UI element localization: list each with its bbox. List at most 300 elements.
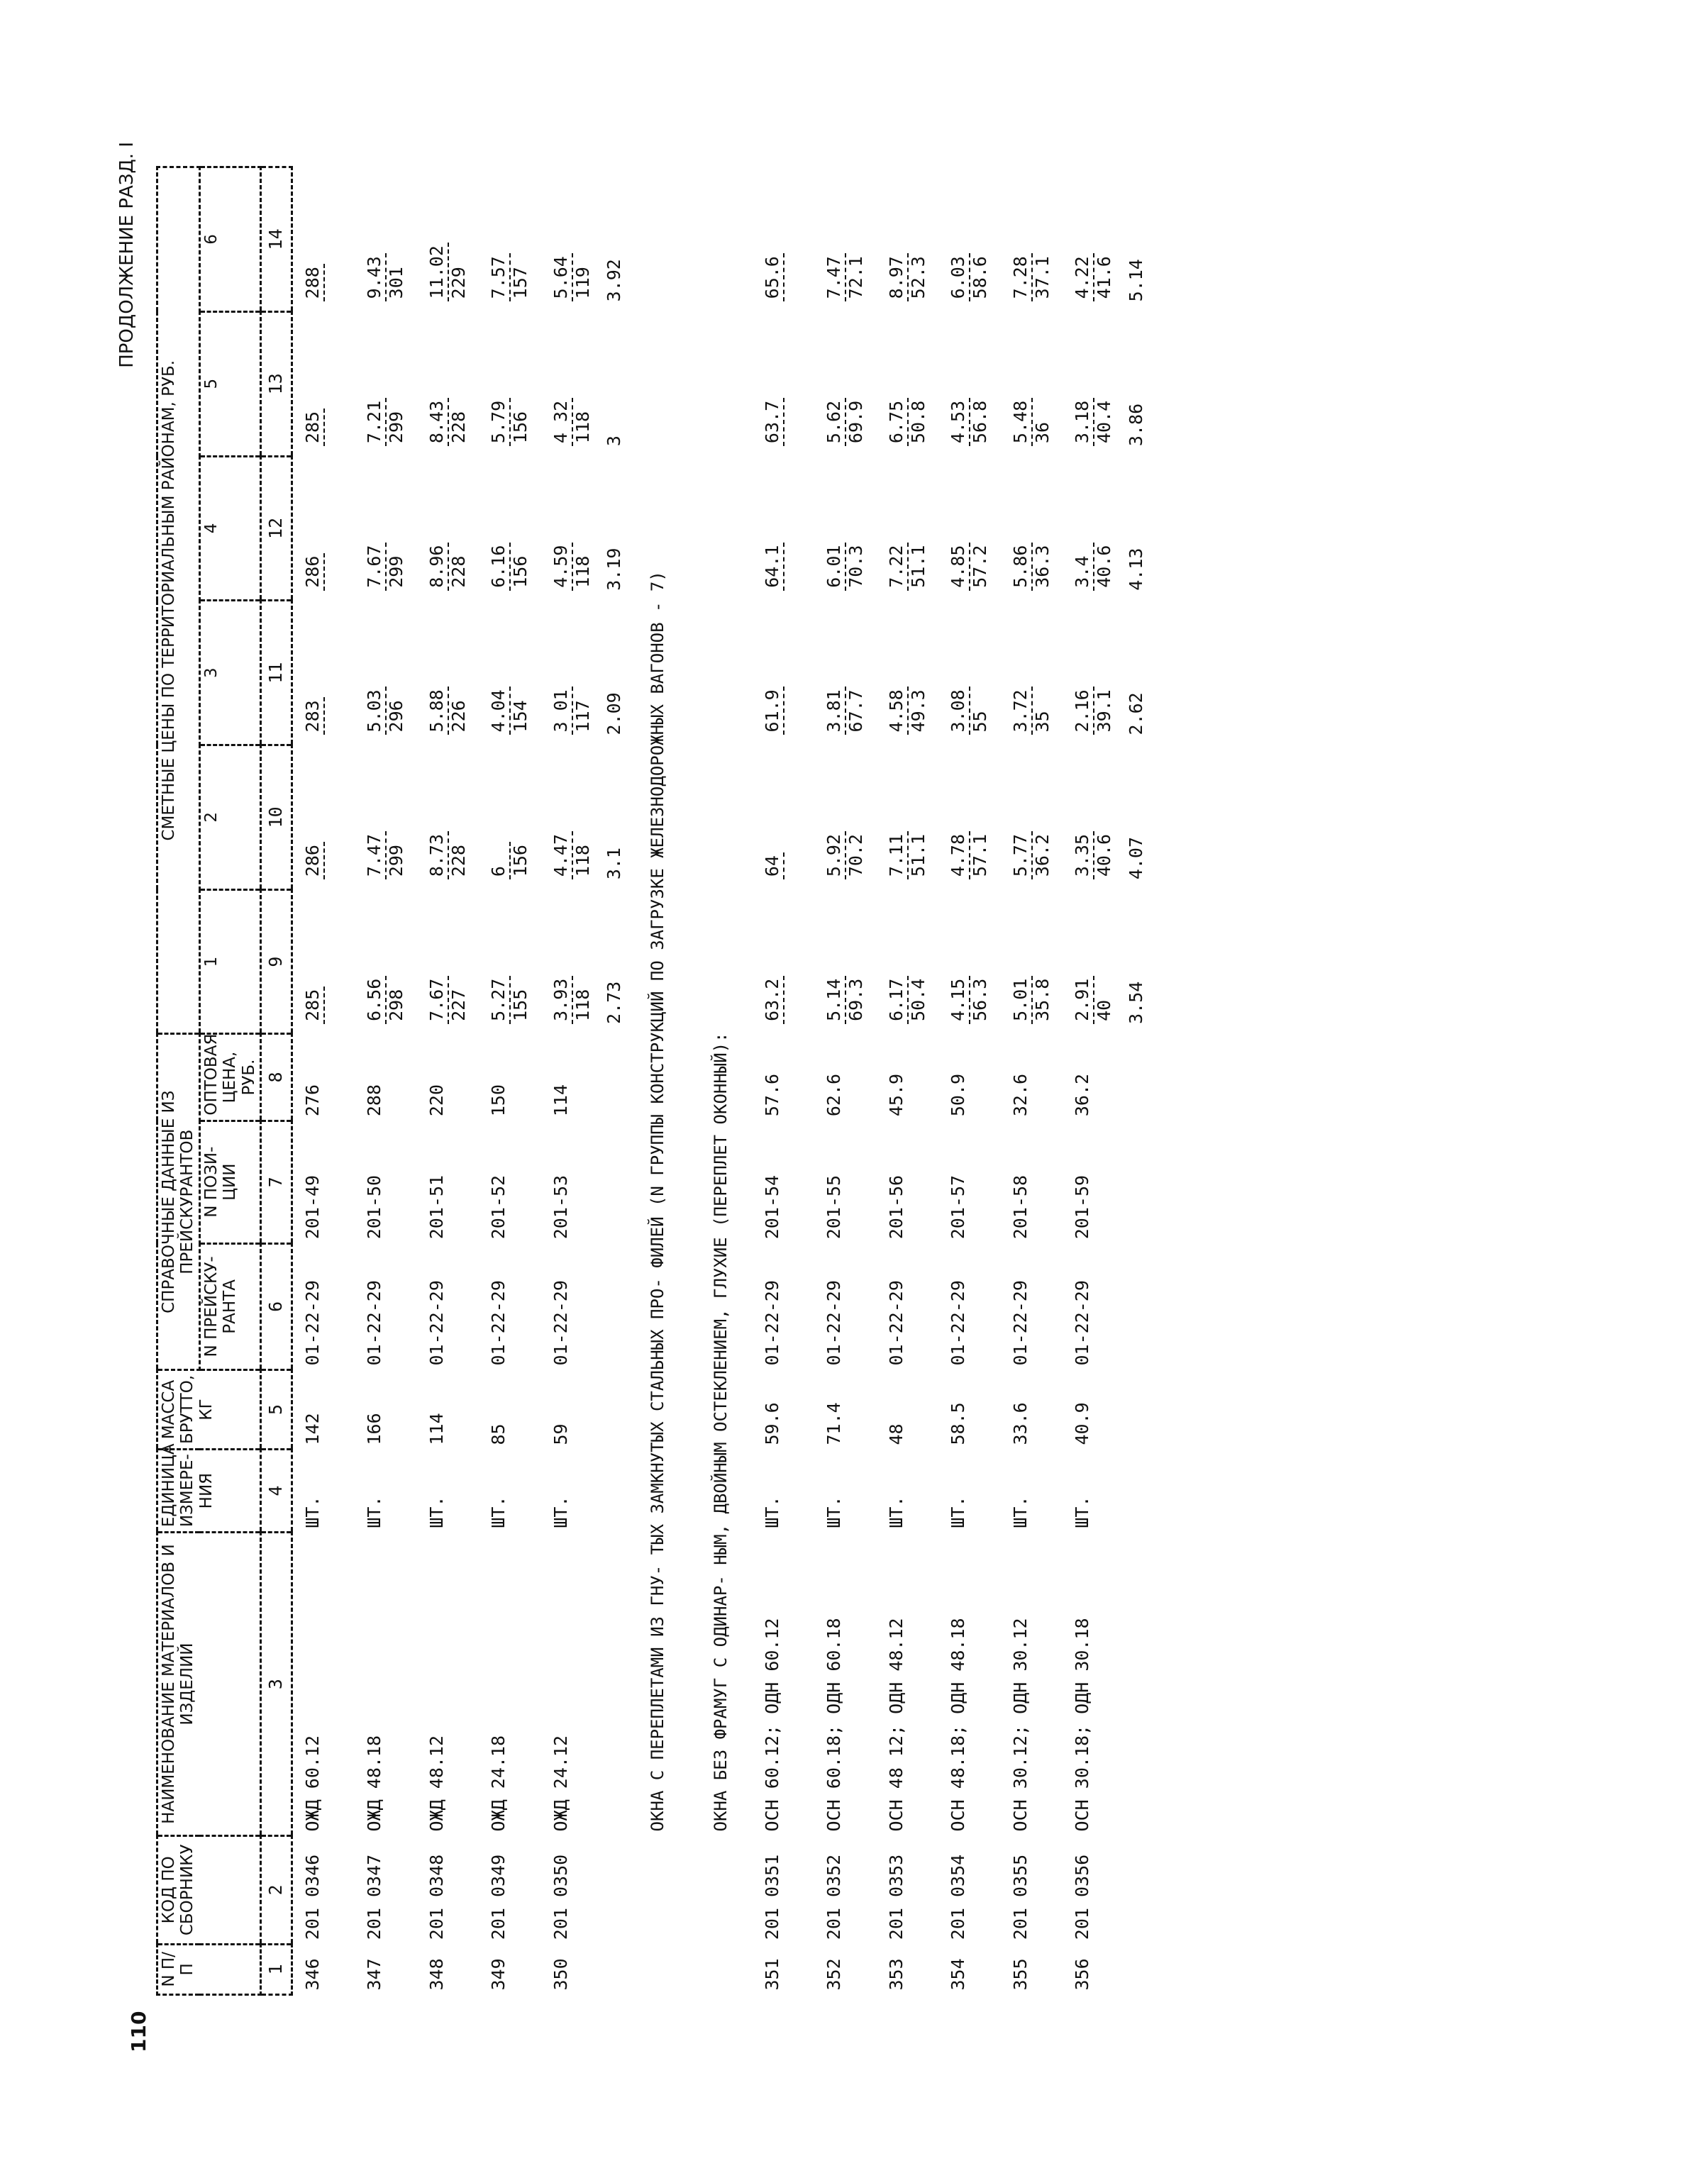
row-unit: ШТ.: [885, 1496, 906, 1528]
regional-price-cell: [1063, 601, 1125, 745]
header-code: КОД ПО СБОРНИКУ: [157, 1835, 261, 1944]
row-name: ОЖД 24.12: [550, 1735, 571, 1832]
row-price-list: 01-22-29: [488, 1280, 509, 1366]
price-denominator: 227: [448, 989, 469, 1021]
price-numerator: 7.21: [365, 398, 387, 446]
header-name: НАИМЕНОВАНИЕ МАТЕРИАЛОВ И ИЗДЕЛИЙ: [157, 1533, 261, 1836]
price-fraction: [489, 842, 531, 879]
price-denominator: 228: [448, 411, 469, 444]
price-numerator: 3.08: [948, 687, 970, 735]
price-numerator: 286: [303, 842, 325, 879]
row-position: 201-52: [488, 1174, 509, 1240]
regional-price-cell: [1063, 167, 1125, 312]
row-name: ОСН 48.18; ОДН 48.18: [948, 1618, 969, 1832]
row-number: 353: [885, 1958, 906, 1991]
price-numerator: 285: [303, 409, 325, 446]
price-fraction: [762, 543, 805, 591]
row-wholesale-price: 150: [488, 1084, 509, 1117]
price-fraction: [427, 398, 470, 446]
price-denominator: 156: [510, 555, 531, 588]
regional-price-cell: [1001, 311, 1063, 456]
price-denominator: 299: [386, 555, 407, 588]
row-unit: ШТ.: [488, 1496, 509, 1528]
price-fraction: [489, 543, 531, 591]
price-fraction: [551, 543, 594, 591]
table-body: [261, 167, 1148, 1995]
row-code: 201 0350: [550, 1854, 571, 1940]
price-fraction: [948, 543, 991, 591]
regional-price-cell: [541, 601, 604, 745]
price-denominator: 296: [386, 700, 407, 733]
price-numerator: 5.03: [365, 687, 387, 735]
row-code: 201 0348: [426, 1854, 447, 1940]
price-numerator: 285: [303, 987, 325, 1024]
price-denominator: 119: [572, 267, 593, 299]
header-num: N П/П: [157, 1944, 261, 1994]
regional-price-cell: [541, 889, 604, 1034]
row-number: 349: [488, 1958, 509, 1991]
column-number: 2: [261, 1835, 292, 1944]
section-heading: ОКНА С ПЕРЕПЛЕТАМИ ИЗ ГНУ- ТЫХ ЗАМКНУТЫХ СТАЛЬНЫХ ПРО- ФИЛЕЙ (N ГРУППЫ КОНСТРУКЦИЙ ПО ЗАГРУЗКЕ ЖЕЛЕЗНОДОРОЖНЫХ ВАГОНОВ - 7): [648, 571, 668, 1832]
row-number: 356: [1072, 1958, 1093, 1991]
header-region-3: 3: [199, 601, 260, 745]
price-numerator: 4.47: [551, 831, 573, 879]
price-denominator: 49.3: [907, 689, 928, 733]
price-fraction: [824, 543, 867, 591]
header-region-2: 2: [199, 745, 260, 889]
price-numerator: 5.77: [1011, 831, 1033, 879]
price-denominator: 228: [448, 555, 469, 588]
price-fraction: [427, 687, 470, 735]
extra-value: 5.14: [1125, 259, 1146, 302]
price-numerator: 7.67: [365, 543, 387, 591]
regional-price-cell: [292, 167, 355, 312]
price-fraction: [1072, 543, 1115, 591]
regional-price-cell: [938, 311, 1001, 456]
price-numerator: 7.11: [887, 831, 909, 879]
price-fraction: [762, 852, 805, 879]
spacer: [603, 1121, 626, 1243]
row-code: 201 0352: [824, 1854, 845, 1940]
price-numerator: 6.75: [887, 398, 909, 446]
price-denominator: 70.2: [845, 833, 867, 877]
price-numerator: 288: [303, 264, 325, 301]
regional-price-cell: [753, 601, 815, 745]
regional-price-cell: [814, 745, 877, 889]
regional-price-cell: [1063, 311, 1125, 456]
regional-price-cell: [1001, 889, 1063, 1034]
table-row: [355, 167, 417, 1995]
extra-value: 2.73: [604, 981, 625, 1024]
price-fraction: [551, 831, 594, 879]
column-number: 3: [261, 1533, 292, 1836]
row-position: 201-56: [885, 1174, 906, 1240]
row-number: 355: [1009, 1958, 1031, 1991]
regional-price-cell: [479, 601, 541, 745]
row-position: 201-54: [761, 1174, 782, 1240]
price-fraction: [1011, 253, 1053, 301]
price-numerator: 7.47: [824, 253, 846, 301]
price-numerator: 3.81: [824, 687, 846, 735]
regional-price-cell: [938, 889, 1001, 1034]
regional-price-cell: [877, 601, 939, 745]
price-numerator: 7.67: [427, 976, 449, 1024]
regional-price-cell: [417, 167, 479, 312]
extra-value: 3.92: [604, 259, 625, 302]
row-mass: 59: [550, 1423, 571, 1445]
price-numerator: 2.91: [1072, 976, 1094, 1024]
header-reference: СПРАВОЧНЫЕ ДАННЫЕ ИЗ ПРЕЙСКУРАНТОВ: [157, 1034, 200, 1370]
price-denominator: 118: [572, 845, 593, 877]
row-name: ОСН 60.18; ОДН 60.18: [824, 1618, 845, 1832]
regional-price-cell: [355, 167, 417, 312]
price-fraction: [948, 398, 991, 446]
price-denominator: 41.6: [1094, 256, 1115, 299]
price-denominator: 228: [448, 845, 469, 877]
regional-price-cell: [292, 311, 355, 456]
price-denominator: 117: [572, 700, 593, 733]
row-number: 347: [364, 1958, 385, 1991]
row-code: 201 0346: [301, 1854, 323, 1940]
price-fraction: [887, 253, 929, 301]
row-unit: ШТ.: [948, 1496, 969, 1528]
extra-value: 4.13: [1125, 548, 1146, 591]
price-numerator: 6: [489, 842, 511, 879]
price-numerator: 4.59: [551, 543, 573, 591]
spacer: [603, 1835, 626, 1944]
price-denominator: 299: [386, 411, 407, 444]
price-numerator: 5.48: [1011, 398, 1033, 446]
price-fraction: [887, 976, 929, 1024]
price-denominator: [784, 976, 805, 1024]
price-denominator: [784, 687, 805, 735]
regional-price-cell: [814, 601, 877, 745]
price-fraction: [551, 253, 594, 301]
price-denominator: [784, 852, 805, 879]
regional-price-cell: [877, 167, 939, 312]
price-denominator: 37.1: [1031, 256, 1053, 299]
price-denominator: 52.3: [907, 256, 928, 299]
price-denominator: 36.3: [1031, 545, 1053, 588]
price-fraction: [824, 976, 867, 1024]
price-numerator: 283: [303, 697, 325, 735]
header-region-6: 6: [199, 167, 260, 312]
row-price-list: 01-22-29: [1072, 1280, 1093, 1366]
spacer: [1125, 1121, 1148, 1243]
header-region-5: 5: [199, 311, 260, 456]
price-numerator: 6.56: [365, 976, 387, 1024]
price-denominator: 298: [386, 989, 407, 1021]
regional-price-cell: [292, 745, 355, 889]
price-numerator: 4.78: [948, 831, 970, 879]
price-denominator: [325, 842, 345, 879]
row-wholesale-price: 114: [550, 1084, 571, 1117]
price-denominator: [325, 409, 345, 446]
column-number: 9: [261, 889, 292, 1034]
price-denominator: 118: [572, 555, 593, 588]
row-wholesale-price: 50.9: [948, 1073, 969, 1117]
regional-price-cell: [417, 889, 479, 1034]
price-denominator: 40.4: [1094, 400, 1115, 444]
price-denominator: [784, 398, 805, 446]
regional-price-cell: [355, 456, 417, 601]
row-code: 201 0351: [761, 1854, 782, 1940]
price-fraction: [1011, 976, 1053, 1024]
price-fraction: [427, 543, 470, 591]
column-number: 4: [261, 1450, 292, 1533]
row-unit: ШТ.: [1009, 1496, 1031, 1528]
spacer: [603, 1243, 626, 1369]
regional-price-cell: [355, 745, 417, 889]
price-numerator: 3.35: [1072, 831, 1094, 879]
regional-price-cell: [1001, 456, 1063, 601]
row-price-list: 01-22-29: [824, 1280, 845, 1366]
price-fraction: [303, 553, 345, 591]
row-unit: ШТ.: [824, 1496, 845, 1528]
price-numerator: 8.73: [427, 831, 449, 879]
table-row: [541, 167, 604, 1995]
price-numerator: 5.86: [1011, 543, 1033, 591]
row-mass: 58.5: [948, 1402, 969, 1445]
price-fraction: [824, 253, 867, 301]
regional-price-cell: [479, 745, 541, 889]
price-fraction: [489, 687, 531, 735]
row-name: ОСН 30.12; ОДН 30.12: [1009, 1618, 1031, 1832]
price-numerator: 6.03: [948, 253, 970, 301]
spacer: [1125, 1243, 1148, 1369]
row-code: 201 0355: [1009, 1854, 1031, 1940]
spacer: [626, 1944, 689, 1994]
price-fraction: [1011, 687, 1053, 735]
price-fraction: [1011, 831, 1053, 879]
header-unit: ЕДИНИЦА ИЗМЕРЕ- НИЯ: [157, 1450, 261, 1533]
table-row: [877, 167, 939, 1995]
price-fraction: [1011, 543, 1053, 591]
price-fraction: [887, 831, 929, 879]
price-fraction: [489, 253, 531, 301]
row-code: 201 0356: [1072, 1854, 1093, 1940]
row-wholesale-price: 57.6: [761, 1073, 782, 1117]
price-fraction: [948, 831, 991, 879]
price-numerator: 4 32: [551, 398, 573, 446]
row-name: ОЖД 48.12: [426, 1735, 447, 1832]
price-numerator: 5.92: [824, 831, 846, 879]
spacer: [603, 1533, 626, 1836]
row-unit: ШТ.: [301, 1496, 323, 1528]
regional-price-cell: [355, 889, 417, 1034]
price-denominator: 51.1: [907, 833, 928, 877]
price-denominator: 50.4: [907, 978, 928, 1021]
price-numerator: 4.85: [948, 543, 970, 591]
price-denominator: [325, 697, 345, 735]
table-row: [938, 167, 1001, 1995]
regional-price-cell: [1063, 745, 1125, 889]
row-code: 201 0347: [364, 1854, 385, 1940]
row-position: 201-58: [1009, 1174, 1031, 1240]
regional-price-cell: [541, 167, 604, 312]
price-denominator: 36.2: [1031, 833, 1053, 877]
regional-price-cell: [355, 311, 417, 456]
price-denominator: 69.9: [845, 400, 867, 444]
price-fraction: [1011, 398, 1053, 446]
price-denominator: 55: [970, 711, 991, 733]
price-numerator: 6.01: [824, 543, 846, 591]
row-unit: ШТ.: [426, 1496, 447, 1528]
row-unit: ШТ.: [761, 1496, 782, 1528]
price-denominator: 72.1: [845, 256, 867, 299]
table-row: [292, 167, 355, 1995]
header-price-list: N ПРЕЙСКУ- РАНТА: [199, 1243, 260, 1369]
regional-price-cell: [1001, 745, 1063, 889]
continuation-label: ПРОДОЛЖЕНИЕ РАЗД. I: [116, 142, 138, 368]
regional-price-cell: [479, 311, 541, 456]
extra-value: 3: [604, 435, 625, 447]
price-denominator: 67.7: [845, 689, 867, 733]
price-fraction: [365, 976, 407, 1024]
price-numerator: 2.16: [1072, 687, 1094, 735]
price-numerator: 64: [762, 852, 784, 879]
regional-price-cell: [541, 745, 604, 889]
row-position: 201-50: [364, 1174, 385, 1240]
row-price-list: 01-22-29: [426, 1280, 447, 1366]
row-unit: ШТ.: [364, 1496, 385, 1528]
price-denominator: 157: [510, 267, 531, 299]
price-denominator: 226: [448, 700, 469, 733]
column-number: 12: [261, 456, 292, 601]
row-unit: ШТ.: [550, 1496, 571, 1528]
price-denominator: 40.6: [1094, 545, 1115, 588]
row-name: ОЖД 24.18: [488, 1735, 509, 1832]
price-denominator: [325, 553, 345, 591]
price-fraction: [1072, 687, 1115, 735]
price-numerator: 8.96: [427, 543, 449, 591]
row-position: 201-53: [550, 1174, 571, 1240]
row-price-list: 01-22-29: [1009, 1280, 1031, 1366]
price-fraction: [762, 976, 805, 1024]
regional-price-cell: [753, 167, 815, 312]
row-name: ОЖД 60.12: [301, 1735, 323, 1832]
price-numerator: 5.27: [489, 976, 511, 1024]
spacer: [1125, 1944, 1148, 1994]
price-fraction: [762, 687, 805, 735]
regional-price-cell: [292, 601, 355, 745]
row-position: 201-49: [301, 1174, 323, 1240]
price-fraction: [365, 831, 407, 879]
extra-value: 3.86: [1125, 403, 1146, 447]
price-denominator: 35.8: [1031, 978, 1053, 1021]
price-numerator: 7.22: [887, 543, 909, 591]
price-fraction: [948, 976, 991, 1024]
row-mass: 71.4: [824, 1402, 845, 1445]
price-fraction: [824, 398, 867, 446]
price-fraction: [427, 243, 470, 301]
price-denominator: 156: [510, 845, 531, 877]
table-row-extra: [1125, 167, 1148, 1995]
spacer: [603, 1450, 626, 1533]
spacer: [1125, 1370, 1148, 1450]
price-numerator: 4.15: [948, 976, 970, 1024]
price-numerator: 5.62: [824, 398, 846, 446]
row-wholesale-price: 220: [426, 1084, 447, 1117]
extra-value: 3.1: [604, 847, 625, 880]
regional-price-cell: [938, 745, 1001, 889]
row-name: ОСН 60.12; ОДН 60.12: [761, 1618, 782, 1832]
price-denominator: 156: [510, 411, 531, 444]
price-fraction: [303, 987, 345, 1024]
row-number: 350: [550, 1958, 571, 1991]
price-denominator: 40: [1094, 999, 1115, 1021]
price-denominator: [784, 253, 805, 301]
spacer: [689, 1835, 753, 1944]
regional-price-cell: [417, 311, 479, 456]
price-fraction: [365, 253, 407, 301]
price-fraction: [303, 697, 345, 735]
row-mass: 48: [885, 1423, 906, 1445]
row-price-list: 01-22-29: [761, 1280, 782, 1366]
row-name: ОСН 48 12; ОДН 48.12: [885, 1618, 906, 1832]
regional-price-cell: [877, 311, 939, 456]
header-regional-prices: СМЕТНЫЕ ЦЕНЫ ПО ТЕРРИТОРИАЛЬНЫМ РАЙОНАМ, РУБ.: [157, 167, 200, 1034]
price-fraction: [762, 253, 805, 301]
price-numerator: 7.57: [489, 253, 511, 301]
price-numerator: 7.28: [1011, 253, 1033, 301]
row-wholesale-price: 276: [301, 1084, 323, 1117]
spacer: [603, 1034, 626, 1121]
regional-price-cell: [877, 889, 939, 1034]
row-unit: ШТ.: [1072, 1496, 1093, 1528]
row-price-list: 01-22-29: [301, 1280, 323, 1366]
price-numerator: 3.72: [1011, 687, 1033, 735]
column-number: 1: [261, 1944, 292, 1994]
regional-price-cell: [541, 311, 604, 456]
regional-price-cell: [355, 601, 417, 745]
price-fraction: [303, 842, 345, 879]
price-denominator: [325, 264, 345, 301]
row-wholesale-price: 32.6: [1009, 1073, 1031, 1117]
price-numerator: 4.04: [489, 687, 511, 735]
price-numerator: 7.47: [365, 831, 387, 879]
row-wholesale-price: 62.6: [824, 1073, 845, 1117]
column-number: 14: [261, 167, 292, 312]
price-fraction: [427, 976, 470, 1024]
price-fraction: [365, 543, 407, 591]
price-denominator: 118: [572, 411, 593, 444]
price-fraction: [427, 831, 470, 879]
price-numerator: 3.18: [1072, 398, 1094, 446]
table-row: [417, 167, 479, 1995]
regional-price-cell: [753, 311, 815, 456]
regional-price-cell: [292, 889, 355, 1034]
regional-price-cell: [877, 745, 939, 889]
price-numerator: 3.4: [1072, 543, 1094, 591]
price-denominator: 50.8: [907, 400, 928, 444]
regional-price-cell: [1063, 889, 1125, 1034]
column-number: 10: [261, 745, 292, 889]
regional-price-cell: [814, 311, 877, 456]
row-number: 348: [426, 1958, 447, 1991]
spacer: [603, 1944, 626, 1994]
regional-price-cell: [1001, 167, 1063, 312]
price-denominator: 35: [1031, 711, 1053, 733]
spacer: [1125, 1835, 1148, 1944]
row-name: ОСН 30.18; ОДН 30.18: [1072, 1618, 1093, 1832]
table-row: [479, 167, 541, 1995]
spacer: [626, 1835, 689, 1944]
row-code: 201 0349: [488, 1854, 509, 1940]
regional-price-cell: [479, 167, 541, 312]
column-number-row: [261, 167, 292, 1995]
table-row-extra: [603, 167, 626, 1995]
